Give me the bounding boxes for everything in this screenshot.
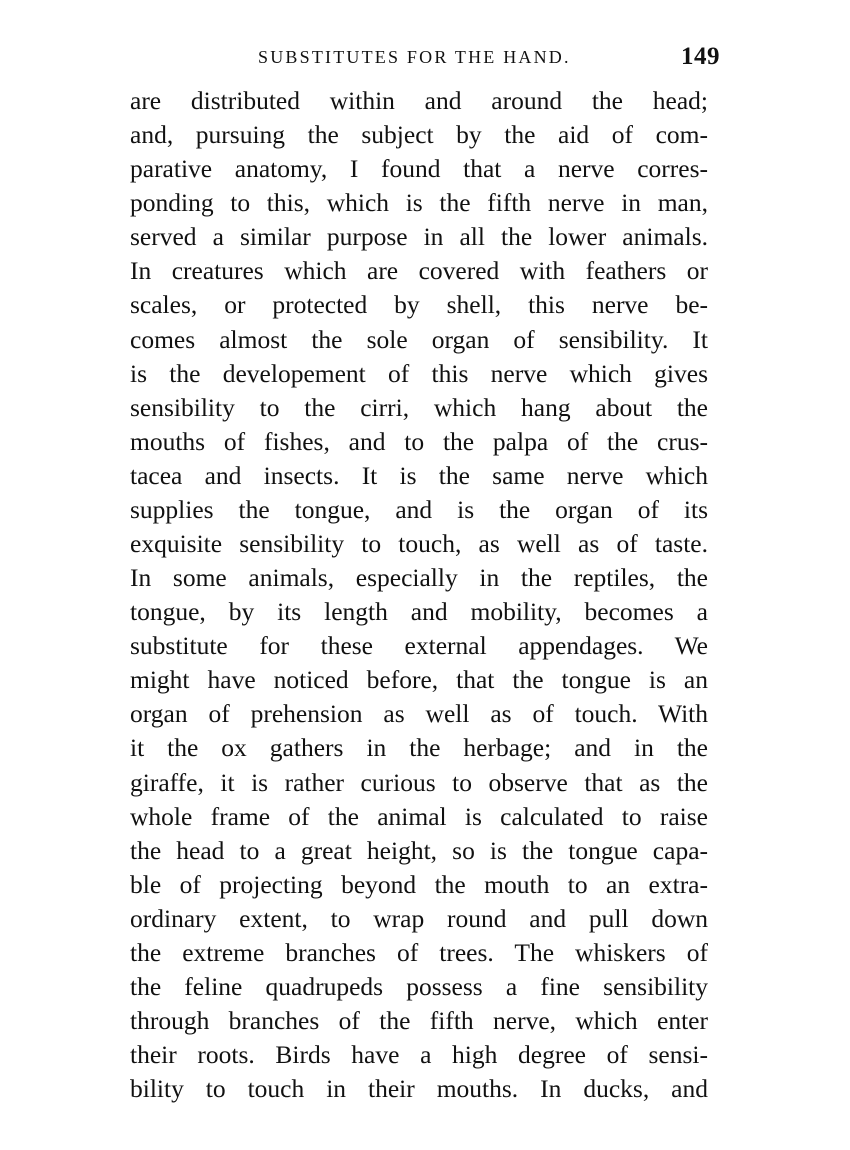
text-line: might have noticed before, that the tongue is an xyxy=(130,665,708,695)
body-text xyxy=(130,84,708,1106)
text-line: exquisite sensibility to touch, as well as of taste. xyxy=(130,529,708,559)
text-line: parative anatomy, I found that a nerve corres- xyxy=(130,154,708,184)
text-line: ponding to this, which is the fifth nerve in man, xyxy=(130,188,708,218)
page-number: 149 xyxy=(681,43,720,70)
text-line: the extreme branches of trees. The whiskers of xyxy=(130,937,708,967)
text-line: In some animals, especially in the reptiles, the xyxy=(130,563,708,593)
text-line: ordinary extent, to wrap round and pull down xyxy=(130,903,708,933)
text-line: scales, or protected by shell, this nerve be- xyxy=(130,290,708,320)
text-line: substitute for these external appendages. We xyxy=(130,631,708,661)
text-line: tongue, by its length and mobility, becomes a xyxy=(130,597,708,627)
text-line: tacea and insects. It is the same nerve which xyxy=(130,460,708,490)
text-line: their roots. Birds have a high degree of sensi- xyxy=(130,1040,708,1070)
running-title: SUBSTITUTES FOR THE HAND. xyxy=(258,47,571,67)
text-line: and, pursuing the subject by the aid of com- xyxy=(130,120,708,150)
text-line: organ of prehension as well as of touch. With xyxy=(130,699,708,729)
text-line: whole frame of the animal is calculated to raise xyxy=(130,801,708,831)
text-line: the feline quadrupeds possess a fine sensibility xyxy=(130,972,708,1002)
text-line: it the ox gathers in the herbage; and in the xyxy=(130,733,708,763)
text-line: is the developement of this nerve which gives xyxy=(130,358,708,388)
text-line: served a similar purpose in all the lower animals. xyxy=(130,222,708,252)
text-line: mouths of fishes, and to the palpa of the crus- xyxy=(130,426,708,456)
text-line: sensibility to the cirri, which hang about the xyxy=(130,392,708,422)
text-line: through branches of the fifth nerve, which enter xyxy=(130,1006,708,1036)
text-line: are distributed within and around the head; xyxy=(130,86,708,115)
text-line: giraffe, it is rather curious to observe that as the xyxy=(130,767,708,797)
text-line: ble of projecting beyond the mouth to an extra- xyxy=(130,869,708,899)
text-line: comes almost the sole organ of sensibility. It xyxy=(130,324,708,354)
text-line: supplies the tongue, and is the organ of its xyxy=(130,494,708,524)
text-line: In creatures which are covered with feathers or xyxy=(130,256,708,286)
text-line: bility to touch in their mouths. In ducks, and xyxy=(130,1074,708,1104)
running-header xyxy=(130,43,720,77)
text-line: the head to a great height, so is the tongue capa- xyxy=(130,835,708,865)
